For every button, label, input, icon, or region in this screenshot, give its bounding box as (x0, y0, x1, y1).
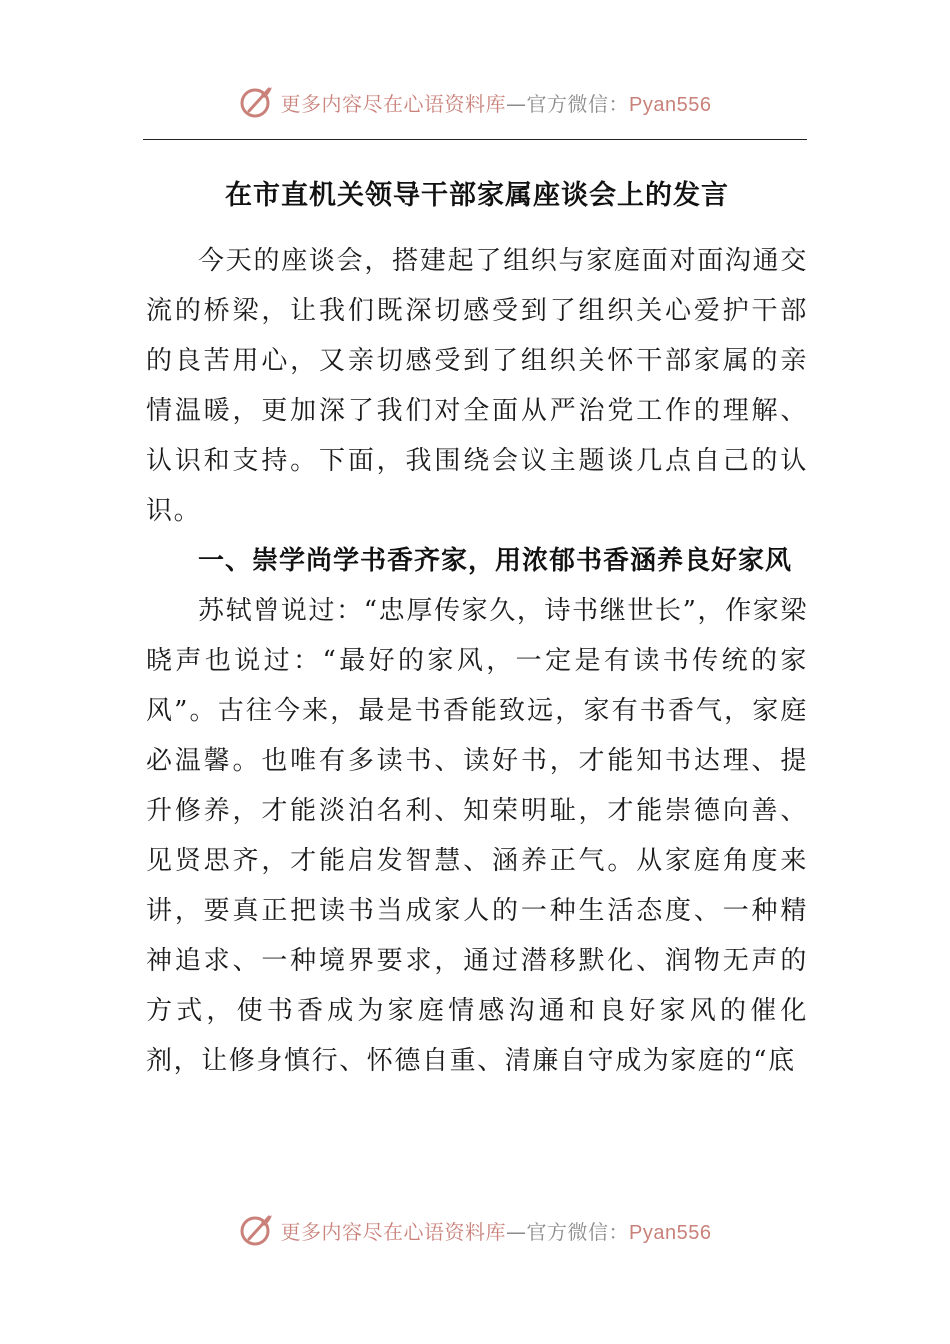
watermark-text (281, 88, 712, 117)
watermark-separator: — (506, 1219, 527, 1244)
quill-circle-icon (239, 1212, 275, 1248)
footer-watermark (0, 1208, 950, 1252)
quill-circle-icon (239, 84, 275, 120)
header-watermark (0, 80, 950, 124)
watermark-text (281, 1216, 712, 1245)
header-divider (143, 139, 807, 140)
document-title: 在市直机关领导干部家属座谈会上的发言 (225, 180, 729, 211)
watermark-wechat-id: Pyan556 (629, 1221, 712, 1244)
section-heading-1: 一、崇学尚学书香齐家，用浓郁书香涵养良好家风 (198, 546, 793, 576)
watermark-separator: — (506, 91, 527, 116)
section-paragraph-1: 苏轼曾说过：“忠厚传家久，诗书继世长”，作家梁晓声也说过：“最好的家风，一定是有读书传统的家风”。古往今来，最是书香能致远，家有书香气，家庭必温馨。也唯有多读书、读好书，才能知书达理、提升修养，才能淡泊名利、知荣明耻，才能崇德向善、见贤思齐，才能启发智慧、涵养正气。从家庭角度来讲，要真正把读书当成家人的一种生活态度、一种精神追求、一种境界要求，通过潜移默化、润物无声的方式，使书香成为家庭情感沟通和良好家风的催化剂，让修身慎行、怀德自重、清廉自守成为家庭的“底 (146, 596, 808, 1076)
watermark-official-label: 官方微信： (526, 91, 630, 116)
watermark-official-label: 官方微信： (526, 1219, 630, 1244)
watermark-wechat-id: Pyan556 (629, 93, 712, 116)
watermark-brand: 更多内容尽在心语资料库 (280, 1219, 507, 1244)
intro-paragraph: 今天的座谈会，搭建起了组织与家庭面对面沟通交流的桥梁，让我们既深切感受到了组织关心爱护干部的良苦用心，又亲切感受到了组织关怀干部家属的亲情温暖，更加深了我们对全面从严治党工作的理解、认识和支持。下面，我围绕会议主题谈几点自己的认识。 (146, 246, 808, 526)
watermark-brand: 更多内容尽在心语资料库 (280, 91, 507, 116)
document-body (146, 168, 808, 1086)
